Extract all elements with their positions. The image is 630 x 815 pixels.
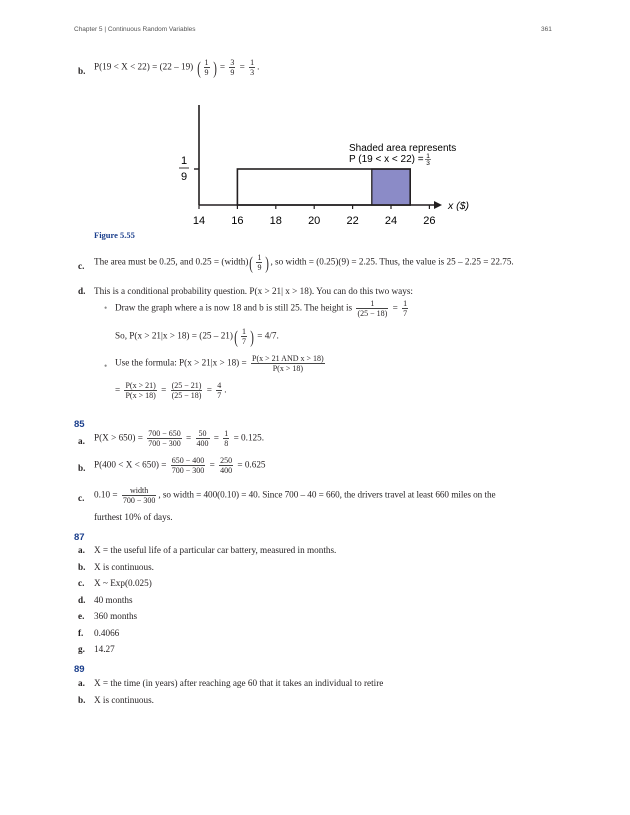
figure-caption: Figure 5.55 (94, 230, 135, 240)
fraction: $\frac{(25 - 21)}{(25 - 18)}$ (171, 381, 202, 400)
item-label: d. (78, 594, 86, 605)
answer-text: 40 months (94, 594, 133, 605)
x-tick-label: 16 (231, 215, 244, 227)
item-label: g. (78, 644, 85, 654)
answer-text: 360 months (94, 611, 138, 621)
item-label: a. (78, 545, 85, 555)
x-tick-label: 24 (384, 215, 398, 227)
answer-text: X is continuous. (94, 694, 154, 705)
problem-number: 85 (74, 419, 85, 430)
x-tick-label: 18 (269, 215, 282, 227)
fraction: $\frac{650 - 400}{700 - 300}$ (171, 456, 205, 475)
answer-text: 14.27 (94, 644, 115, 654)
problem-number: 87 (74, 532, 85, 543)
annotation-frac-den: 3 (426, 160, 430, 167)
fraction: $\frac{4}{7}$ (217, 381, 222, 400)
answer-text: X = the time (in years) after reaching age 60 that it takes an individual to retire (94, 678, 384, 688)
x-tick-label: 14 (192, 215, 206, 227)
fraction: $\frac{1}{3}$ (250, 58, 255, 77)
problem-number: 89 (74, 664, 85, 675)
fraction: $\frac{1}{7}$ (403, 299, 408, 318)
annotation-line2: P (19 < x < 22) = (349, 154, 424, 165)
answer-text: X = the useful life of a particular car battery, measured in months. (94, 545, 337, 555)
item-label: f. (78, 627, 84, 638)
item-label: e. (78, 611, 85, 621)
item-label: b. (78, 694, 86, 705)
item-label: a. (78, 436, 85, 446)
shaded-area (372, 169, 410, 205)
fraction: $\frac{50}{400}$ (196, 429, 209, 448)
item-label: c. (78, 578, 85, 588)
d-bullet1: Draw the graph where a is now 18 and b is still 25. The height is $\frac{1}{(25 - 18)}$ = $\frac{1}{7}$ (115, 299, 408, 318)
page-number: 361 (541, 26, 552, 33)
fraction: $\frac{\text{P(x > 21 AND x > 18)}}{P(x > 18)}$ (252, 354, 324, 373)
d-so-line: So, P(x > 21|x > 18) = (25 – 21)( $\frac{1}{7}$ ) = 4/7. (115, 326, 279, 347)
uniform-distribution-chart (170, 100, 480, 230)
item-label: a. (78, 678, 85, 688)
x-axis-arrow (434, 201, 442, 209)
annotation-line1: Shaded area represents (349, 143, 457, 154)
item-label: b. (78, 561, 86, 572)
d-bullet2: Use the formula: P(x > 21|x > 18) = $\frac{\text{P(x > 21 AND x > 18)}}{P(x > 18)}$ (115, 354, 324, 373)
p85-b: P(400 < X < 650) = $\frac{650 - 400}{700 - 300}$ = $\frac{250}{400}$ = 0.625 (94, 456, 266, 475)
b-pre: P(19 < X < 22) = (22 – 19) (94, 61, 194, 72)
x-tick-label: 22 (346, 215, 359, 227)
x-tick-label: 26 (423, 215, 436, 227)
answer-text: 0.4066 (94, 627, 120, 638)
item-label: b. (78, 463, 86, 473)
item-label: c. (78, 261, 85, 271)
x-tick-label: 20 (308, 215, 321, 227)
fraction: $\frac{\text{width}}{700 - 300}$ (122, 486, 156, 505)
d-line2: = $\frac{P(x > 21)}{P(x > 18)}$ = $\frac{(25 - 21)}{(25 - 18)}$ = $\frac{4}{7}$ . (115, 381, 227, 400)
y-tick-label-den: 9 (180, 171, 188, 183)
p85-c: 0.10 = $\frac{\text{width}}{700 - 300}$ , so width = 400(0.10) = 40. Since 700 – 40 = 660, the drivers travel at least 660 miles on the (94, 486, 496, 505)
d-intro: This is a conditional probability question. P(x > 21| x > 18). You can do this two ways: (94, 286, 413, 296)
fraction: $\frac{1}{(25 - 18)}$ (357, 299, 388, 318)
fraction: $\frac{1}{9}$ (257, 253, 262, 272)
fraction: $\frac{1}{8}$ (224, 429, 229, 448)
annotation-frac-num: 1 (426, 153, 430, 160)
fraction: $\frac{250}{400}$ (220, 456, 233, 475)
fraction: $\frac{3}{9}$ (230, 58, 235, 77)
fraction: $\frac{1}{9}$ (204, 58, 209, 77)
x-axis-label: x ($) (448, 200, 469, 212)
item-label: c. (78, 493, 85, 503)
b-equation: P(19 < X < 22) = (22 – 19) ( $\frac{1}{9}$ ) = $\frac{3}{9}$ = $\frac{1}{3}$ . (94, 57, 260, 78)
fraction: $\frac{1}{7}$ (241, 327, 246, 346)
p85-c-line2: furthest 10% of days. (94, 512, 173, 522)
fraction: $\frac{700 - 650}{700 - 300}$ (148, 429, 181, 448)
answer-text: X ~ Exp(0.025) (94, 578, 152, 588)
c-text: The area must be 0.25, and 0.25 = (width)( $\frac{1}{9}$ ), so width = (0.25)(9) = 2.25. Thus, the value is 25 – 2.25 = 22.75. (94, 252, 514, 273)
fraction: $\frac{P(x > 21)}{P(x > 18)}$ (125, 381, 156, 400)
item-label: b. (78, 66, 86, 76)
answer-text: X is continuous. (94, 561, 154, 572)
running-header: Chapter 5 | Continuous Random Variables (74, 26, 196, 33)
y-tick-label-num: 1 (180, 155, 188, 167)
item-label: d. (78, 286, 86, 296)
p85-a: P(X > 650) = $\frac{700 - 650}{700 - 300}$ = $\frac{50}{400}$ = $\frac{1}{8}$ = 0.125. (94, 429, 265, 448)
